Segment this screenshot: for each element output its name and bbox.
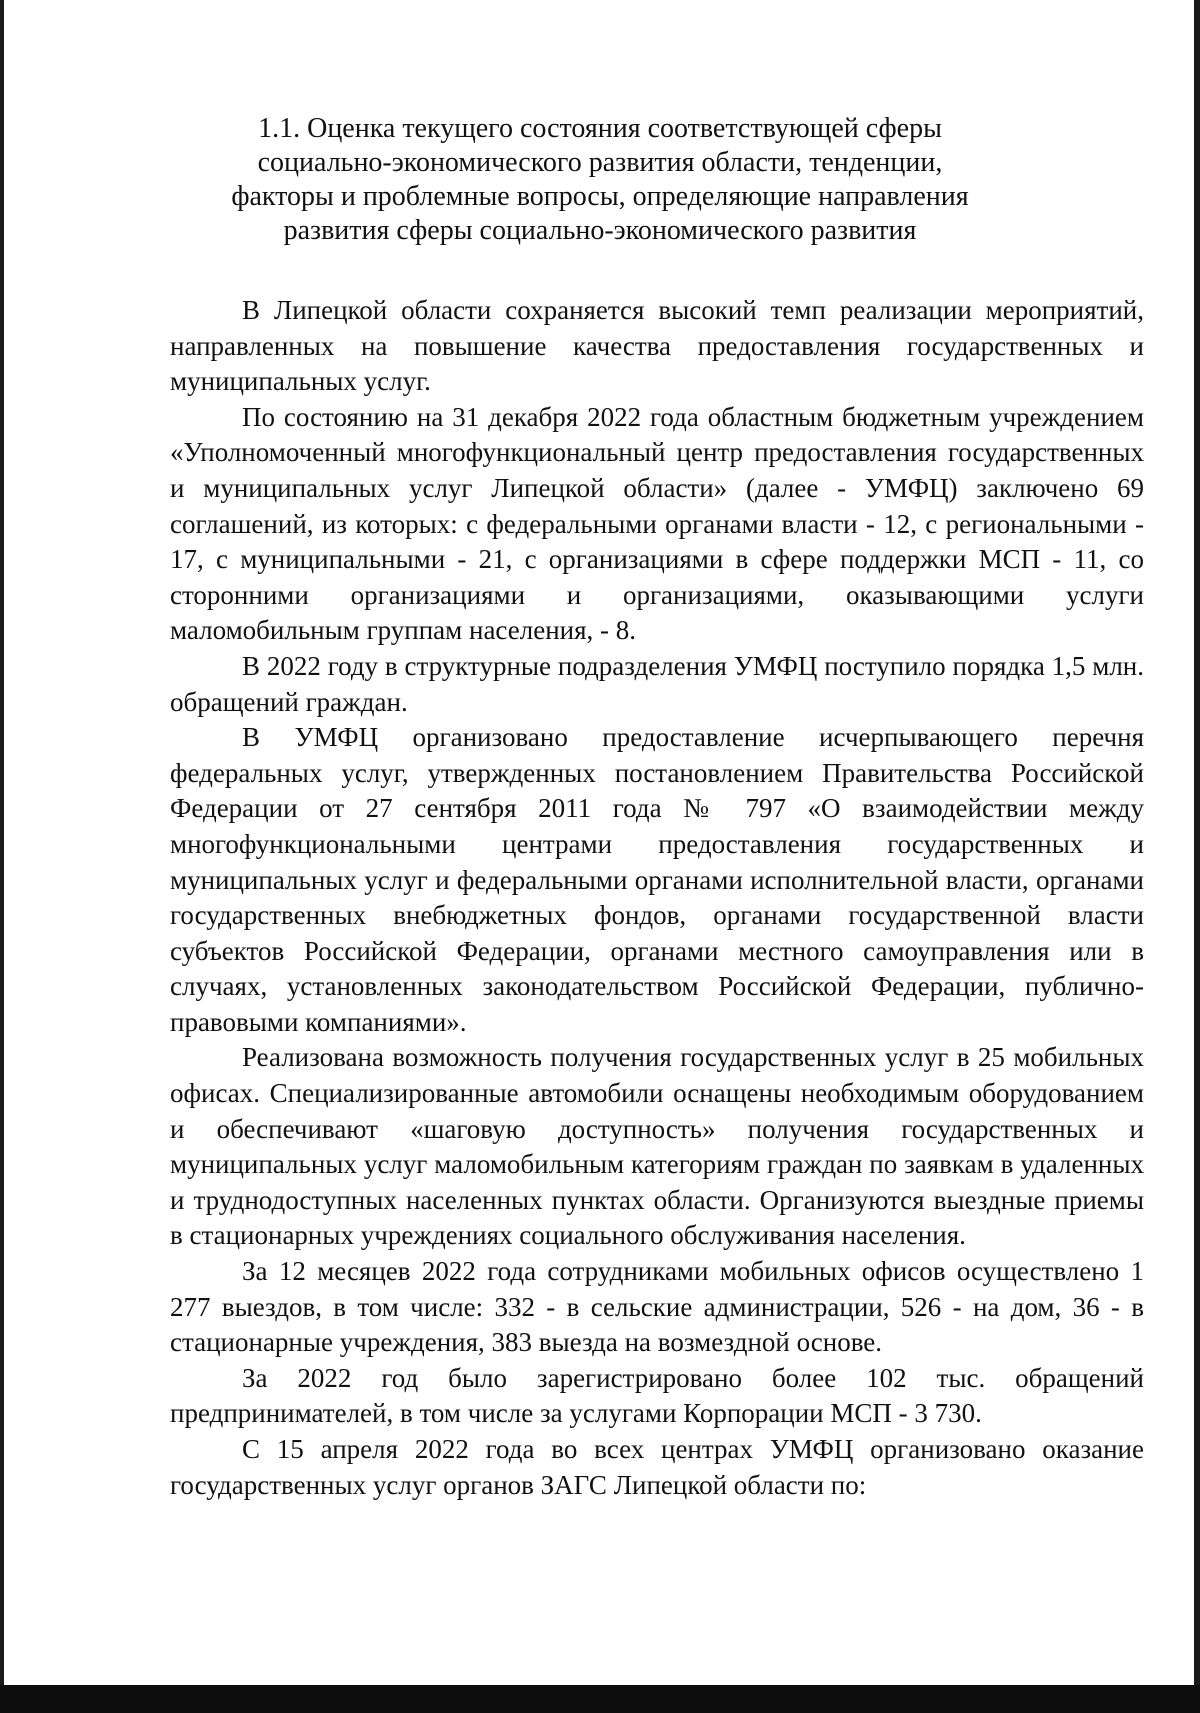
scan-edge-bottom [0,1685,1200,1713]
scan-edge-left [0,0,4,1713]
paragraph-mobile-offices: Реализована возможность получения государственных услуг в 25 мобильных офисах. Специализированные автомобили оснащены необходимым оборудованием и обеспечивают «шаговую доступность» получения государственных и муниципальных услуг маломобильным категориям граждан по заявкам в удаленных и труднодоступных населенных пунктах области. Организуются выездные приемы в стационарных учреждениях социального обслуживания населения. [170,1042,1144,1251]
heading-line: развития сферы социально-экономического развития [283,215,917,246]
section-heading [160,112,1040,248]
paragraph-agreements: По состоянию на 31 декабря 2022 года областным бюджетным учреждением «Уполномоченный многофункциональный центр предоставления государственных и муниципальных услуг Липецкой области» (далее - УМФЦ) заключено 69 соглашений, из которых: с федеральными органами власти - 12, с региональными - 17, с муниципальными - 21, с организациями в сфере поддержки МСП - 11, со сторонними организациями и организациями, оказывающими услуги маломобильным группам населения, - 8. [170,401,1144,646]
paragraph-entrepreneurs: За 2022 год было зарегистрировано более 102 тыс. обращений предпринимателей, в том числе за услугами Корпорации МСП - 3 730. [170,1362,1144,1429]
heading-line: 1.1. Оценка текущего состояния соответствующей сферы [258,113,942,144]
document-body [170,293,1144,1503]
scan-edge-right [1194,0,1200,1713]
paragraph-appeals: В 2022 году в структурные подразделения УМФЦ поступило порядка 1,5 млн. обращений граждан. [170,650,1144,717]
paragraph-federal-services: В УМФЦ организовано предоставление исчерпывающего перечня федеральных услуг, утвержденных постановлением Правительства Российской Федерации от 27 сентября 2011 года № 797 «О взаимодействии между многофункциональными центрами предоставления государственных и муниципальных услуг и федеральными органами исполнительной власти, органами государственных внебюджетных фондов, органами государственной власти субъектов Российской Федерации, органами местного самоуправления или в случаях, установленных законодательством Российской Федерации, публично-правовыми компаниями». [170,722,1144,1037]
heading-line: факторы и проблемные вопросы, определяющие направления [231,181,969,212]
paragraph-intro: В Липецкой области сохраняется высокий темп реализации мероприятий, направленных на повышение качества предоставления государственных и муниципальных услуг. [170,295,1144,397]
paragraph-mobile-visits: За 12 месяцев 2022 года сотрудниками мобильных офисов осуществлено 1 277 выездов, в том числе: 332 - в сельские администрации, 526 - на дом, 36 - в стационарные учреждения, 383 выезда на возмездной основе. [170,1256,1144,1358]
paragraph-zags: С 15 апреля 2022 года во всех центрах УМФЦ организовано оказание государственных услуг органов ЗАГС Липецкой области по: [170,1434,1144,1500]
heading-line: социально-экономического развития области, тенденции, [257,147,943,178]
